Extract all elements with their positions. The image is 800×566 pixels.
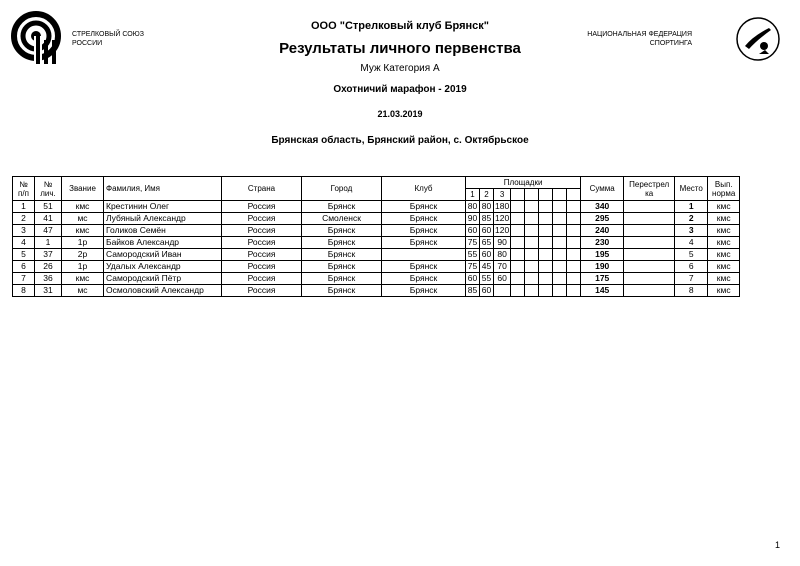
cell-station-empty xyxy=(567,249,581,261)
cell-license: 36 xyxy=(35,273,62,285)
cell-station-empty xyxy=(567,285,581,297)
cell-club: Брянск xyxy=(382,237,466,249)
cell-license: 37 xyxy=(35,249,62,261)
cell-num: 1 xyxy=(13,201,35,213)
cell-shootoff xyxy=(624,249,675,261)
header-station-empty xyxy=(525,189,539,201)
cell-sum: 175 xyxy=(581,273,624,285)
cell-license: 47 xyxy=(35,225,62,237)
cell-station-empty xyxy=(511,225,525,237)
cell-station-empty xyxy=(553,225,567,237)
cell-station-empty xyxy=(525,261,539,273)
cell-station-3: 60 xyxy=(494,273,511,285)
cell-country: Россия xyxy=(222,213,302,225)
cell-city: Брянск xyxy=(302,285,382,297)
cell-rank: кмс xyxy=(62,225,104,237)
cell-station-empty xyxy=(553,249,567,261)
cell-shootoff xyxy=(624,213,675,225)
cell-name: Голиков Семён xyxy=(104,225,222,237)
cell-name: Осмоловский Александр xyxy=(104,285,222,297)
cell-station-empty xyxy=(553,201,567,213)
cell-station-empty xyxy=(539,201,553,213)
cell-station-2: 60 xyxy=(480,249,494,261)
cell-station-empty xyxy=(539,249,553,261)
cell-club: Брянск xyxy=(382,261,466,273)
cell-station-3: 80 xyxy=(494,249,511,261)
cell-station-empty xyxy=(567,201,581,213)
cell-rank: 2р xyxy=(62,249,104,261)
cell-station-3: 70 xyxy=(494,261,511,273)
cell-rank: мс xyxy=(62,285,104,297)
cell-station-1: 55 xyxy=(466,249,480,261)
cell-shootoff xyxy=(624,273,675,285)
cell-club: Брянск xyxy=(382,285,466,297)
cell-country: Россия xyxy=(222,225,302,237)
cell-station-empty xyxy=(525,237,539,249)
cell-sum: 295 xyxy=(581,213,624,225)
cell-station-1: 75 xyxy=(466,237,480,249)
cell-place: 4 xyxy=(675,237,708,249)
cell-station-empty xyxy=(511,249,525,261)
cell-norm: кмс xyxy=(708,285,740,297)
event-date: 21.03.2019 xyxy=(377,109,423,119)
header-city: Город xyxy=(302,177,382,201)
cell-station-empty xyxy=(511,261,525,273)
header-norm: Вып. норма xyxy=(708,177,740,201)
cell-station-empty xyxy=(567,261,581,273)
cell-station-2: 60 xyxy=(480,285,494,297)
header-station-1: 1 xyxy=(466,189,480,201)
cell-sum: 190 xyxy=(581,261,624,273)
cell-station-3: 90 xyxy=(494,237,511,249)
table-row xyxy=(13,261,740,273)
cell-country: Россия xyxy=(222,285,302,297)
cell-place: 7 xyxy=(675,273,708,285)
cell-club: Брянск xyxy=(382,201,466,213)
cell-name: Байков Александр xyxy=(104,237,222,249)
table-row xyxy=(13,285,740,297)
cell-city: Брянск xyxy=(302,225,382,237)
cell-station-empty xyxy=(525,213,539,225)
cell-rank: мс xyxy=(62,213,104,225)
cell-shootoff xyxy=(624,237,675,249)
cell-station-empty xyxy=(553,285,567,297)
cell-station-empty xyxy=(567,225,581,237)
cell-station-2: 80 xyxy=(480,201,494,213)
cell-name: Самородский Иван xyxy=(104,249,222,261)
cell-sum: 195 xyxy=(581,249,624,261)
cell-rank: 1р xyxy=(62,261,104,273)
club-heading: ООО "Стрелковый клуб Брянск" xyxy=(311,20,489,32)
cell-station-empty xyxy=(511,201,525,213)
cell-station-1: 80 xyxy=(466,201,480,213)
category-label: Муж Категория А xyxy=(360,63,440,74)
cell-name: Самородский Пётр xyxy=(104,273,222,285)
cell-shootoff xyxy=(624,201,675,213)
cell-num: 5 xyxy=(13,249,35,261)
table-row xyxy=(13,249,740,261)
cell-station-empty xyxy=(525,225,539,237)
cell-station-1: 60 xyxy=(466,225,480,237)
cell-num: 2 xyxy=(13,213,35,225)
cell-norm: кмс xyxy=(708,237,740,249)
cell-station-empty xyxy=(539,273,553,285)
cell-city: Смоленск xyxy=(302,213,382,225)
cell-station-3: 180 xyxy=(495,201,510,211)
table-row xyxy=(13,201,740,213)
cell-sum: 145 xyxy=(581,285,624,297)
cell-name: Удалых Александр xyxy=(104,261,222,273)
cell-station-empty xyxy=(511,237,525,249)
cell-sum: 230 xyxy=(581,237,624,249)
header-place: Место xyxy=(675,177,708,201)
header-stations: Площадки xyxy=(466,177,581,189)
cell-norm: кмс xyxy=(708,225,740,237)
cell-station-1: 75 xyxy=(466,261,480,273)
right-org-name: НАЦИОНАЛЬНАЯ ФЕДЕРАЦИЯ СПОРТИНГА xyxy=(587,31,692,47)
cell-city: Брянск xyxy=(302,249,382,261)
header-rank: Звание xyxy=(62,177,104,201)
cell-place: 8 xyxy=(675,285,708,297)
cell-license: 41 xyxy=(35,213,62,225)
cell-shootoff xyxy=(624,225,675,237)
cell-station-empty xyxy=(553,261,567,273)
cell-norm: кмс xyxy=(708,273,740,285)
cell-rank: 1р xyxy=(62,237,104,249)
cell-club xyxy=(382,249,466,261)
cell-station-2: 45 xyxy=(480,261,494,273)
cell-rank: кмс xyxy=(62,273,104,285)
cell-station-empty xyxy=(553,273,567,285)
cell-station-3: 120 xyxy=(495,213,510,223)
cell-country: Россия xyxy=(222,273,302,285)
cell-station-empty xyxy=(539,261,553,273)
shooting-union-logo xyxy=(10,10,66,66)
cell-rank: кмс xyxy=(62,201,104,213)
cell-station-empty xyxy=(553,237,567,249)
table-row xyxy=(13,213,740,225)
cell-num: 6 xyxy=(13,261,35,273)
cell-num: 8 xyxy=(13,285,35,297)
header-station-empty xyxy=(553,189,567,201)
cell-station-1: 60 xyxy=(466,273,480,285)
header-station-empty xyxy=(567,189,581,201)
cell-station-empty xyxy=(525,285,539,297)
cell-num: 3 xyxy=(13,225,35,237)
cell-city: Брянск xyxy=(302,237,382,249)
event-name: Охотничий марафон - 2019 xyxy=(333,84,467,95)
cell-sum: 340 xyxy=(581,201,624,213)
cell-num: 7 xyxy=(13,273,35,285)
cell-station-empty xyxy=(567,237,581,249)
cell-license: 51 xyxy=(35,201,62,213)
cell-station-1: 85 xyxy=(466,285,480,297)
header-sum: Сумма xyxy=(581,177,624,201)
cell-station-empty xyxy=(553,213,567,225)
table-row xyxy=(13,237,740,249)
page-number: 1 xyxy=(774,540,780,550)
cell-name: Крестинин Олег xyxy=(104,201,222,213)
cell-city: Брянск xyxy=(302,201,382,213)
cell-country: Россия xyxy=(222,237,302,249)
cell-shootoff xyxy=(624,261,675,273)
header-station-2: 2 xyxy=(480,189,494,201)
cell-station-2: 60 xyxy=(480,225,494,237)
cell-place: 5 xyxy=(675,249,708,261)
cell-station-empty xyxy=(525,201,539,213)
cell-club: Брянск xyxy=(382,213,466,225)
header-country: Страна xyxy=(222,177,302,201)
cell-place: 6 xyxy=(675,261,708,273)
cell-club: Брянск xyxy=(382,273,466,285)
header-num: № п/п xyxy=(13,177,35,201)
cell-station-empty xyxy=(539,225,553,237)
cell-station-empty xyxy=(511,273,525,285)
event-location: Брянская область, Брянский район, с. Октябрьское xyxy=(271,135,529,146)
cell-license: 26 xyxy=(35,261,62,273)
cell-country: Россия xyxy=(222,249,302,261)
cell-name: Лубяный Александр xyxy=(104,213,222,225)
left-org-name: СТРЕЛКОВЫЙ СОЮЗ РОССИИ xyxy=(72,31,144,47)
header-station-empty xyxy=(539,189,553,201)
cell-station-empty xyxy=(525,273,539,285)
header-club: Клуб xyxy=(382,177,466,201)
cell-station-3: 120 xyxy=(495,225,510,235)
cell-license: 31 xyxy=(35,285,62,297)
cell-norm: кмс xyxy=(708,261,740,273)
cell-station-empty xyxy=(539,285,553,297)
header-name: Фамилия, Имя xyxy=(104,177,222,201)
cell-station-empty xyxy=(567,273,581,285)
cell-station-empty xyxy=(511,285,525,297)
cell-station-empty xyxy=(525,249,539,261)
header-station-empty xyxy=(511,189,525,201)
cell-license: 1 xyxy=(35,237,62,249)
cell-station-2: 65 xyxy=(480,237,494,249)
cell-sum: 240 xyxy=(581,225,624,237)
table-row xyxy=(13,273,740,285)
cell-station-empty xyxy=(539,213,553,225)
table-row xyxy=(13,225,740,237)
results-table xyxy=(12,176,740,297)
cell-country: Россия xyxy=(222,261,302,273)
cell-norm: кмс xyxy=(708,201,740,213)
cell-club: Брянск xyxy=(382,225,466,237)
page-title: Результаты личного первенства xyxy=(279,40,521,57)
cell-country: Россия xyxy=(222,201,302,213)
cell-station-2: 85 xyxy=(480,213,494,225)
cell-place: 3 xyxy=(675,225,708,237)
cell-station-empty xyxy=(567,213,581,225)
cell-station-2: 55 xyxy=(480,273,494,285)
cell-num: 4 xyxy=(13,237,35,249)
cell-shootoff xyxy=(624,285,675,297)
cell-city: Брянск xyxy=(302,273,382,285)
cell-station-empty xyxy=(511,213,525,225)
header-shootoff: Перестрел ка xyxy=(624,177,675,201)
cell-norm: кмс xyxy=(708,213,740,225)
cell-station-empty xyxy=(539,237,553,249)
header-license: № лич. xyxy=(35,177,62,201)
cell-station-3 xyxy=(494,285,511,297)
cell-place: 2 xyxy=(675,213,708,225)
cell-city: Брянск xyxy=(302,261,382,273)
cell-station-1: 90 xyxy=(466,213,480,225)
cell-norm: кмс xyxy=(708,249,740,261)
header-station-3: 3 xyxy=(494,189,511,201)
cell-place: 1 xyxy=(675,201,708,213)
